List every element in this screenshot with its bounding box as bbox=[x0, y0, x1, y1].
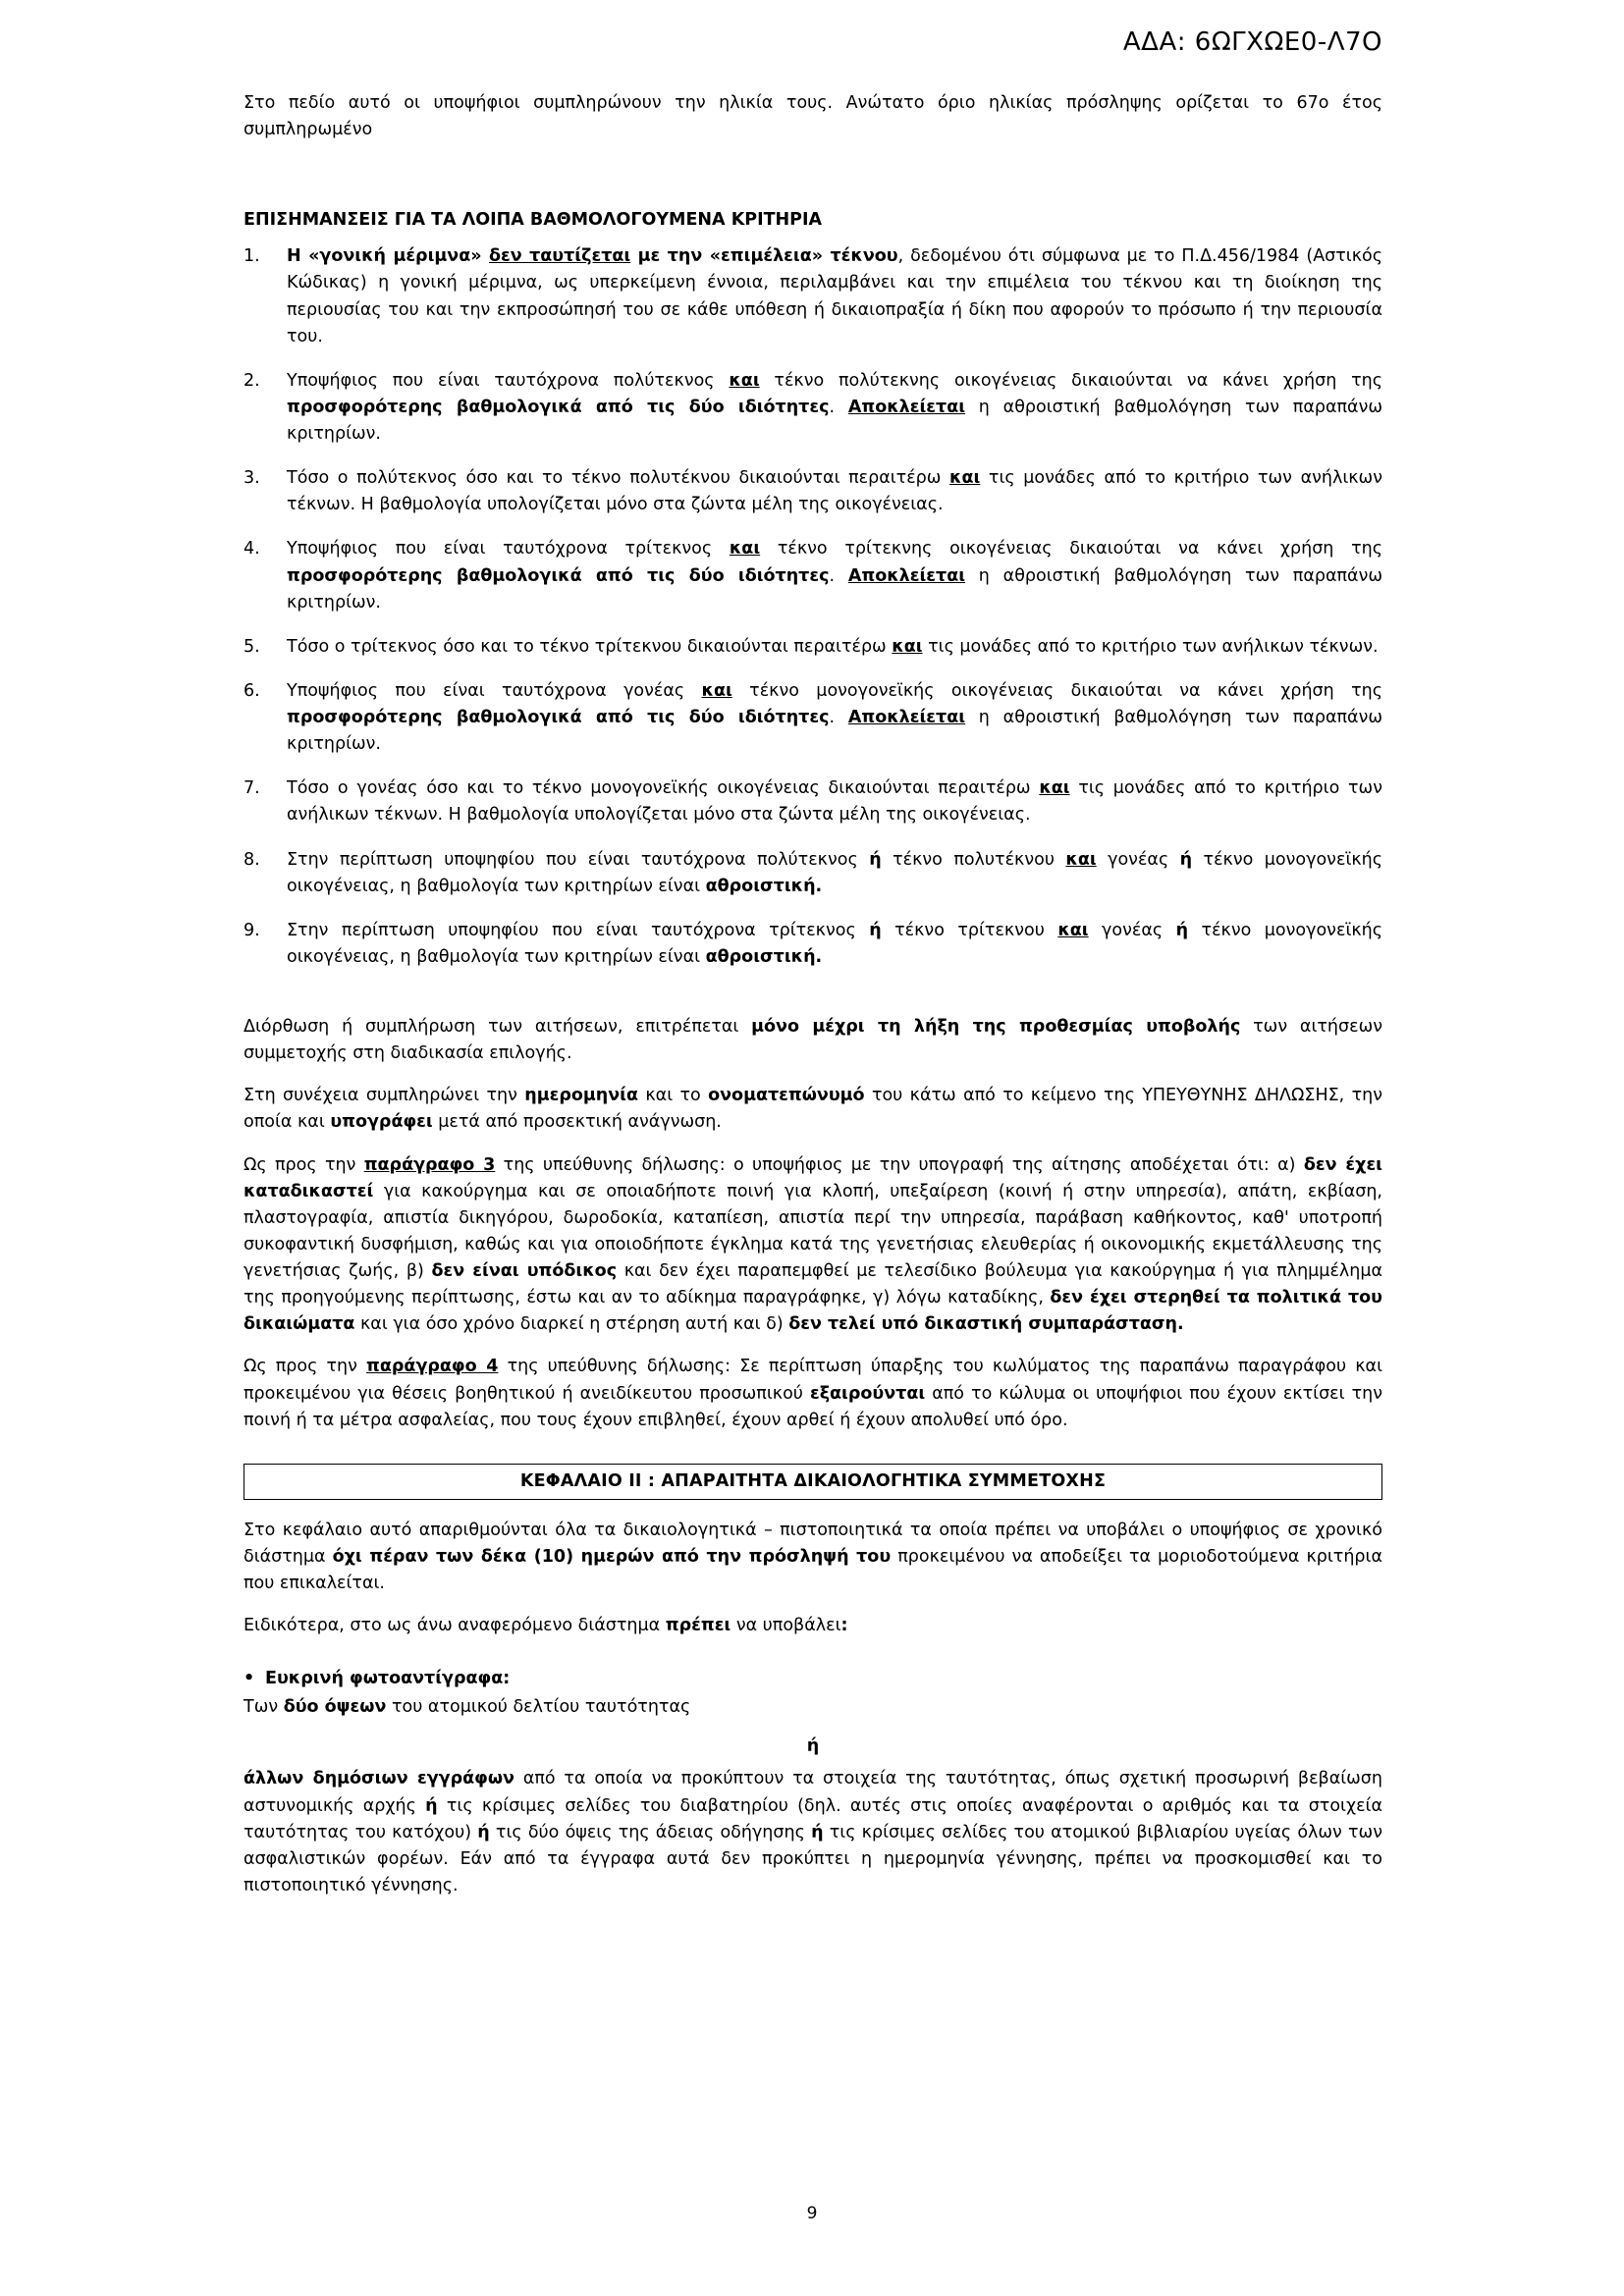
list-item bbox=[244, 536, 1382, 615]
list-item-number: 1. bbox=[244, 246, 260, 267]
intro-paragraph: Στο πεδίο αυτό οι υποψήφιοι συμπληρώνουν την ηλικία τους. Ανώτατο όριο ηλικίας πρόσληψης ορίζεται το 67ο έτος συμπληρωμένο bbox=[244, 93, 1382, 140]
list-item bbox=[244, 634, 1382, 661]
list-item bbox=[244, 465, 1382, 518]
list-item-text: Τόσο ο γονέας όσο και το τέκνο μονογονεϊκής οικογένειας δικαιούνται περαιτέρω και τις μονάδες από το κριτήριο των ανήλικων τέκνων. Η βαθμολογία υπολογίζεται μόνο στα ζώντα μέλη της οικογένειας. bbox=[287, 778, 1382, 826]
section-title: ΕΠΙΣΗΜΑΝΣΕΙΣ ΓΙΑ ΤΑ ΛΟΙΠΑ ΒΑΘΜΟΛΟΓΟΥΜΕΝΑ ΚΡΙΤΗΡΙΑ bbox=[244, 210, 823, 231]
ada-stamp: ΑΔΑ: 6ΩΓΧΩΕ0-Λ7Ο bbox=[1122, 27, 1382, 57]
list-item bbox=[244, 243, 1382, 350]
list-item bbox=[244, 775, 1382, 828]
chapter-heading: ΚΕΦΑΛΑΙΟ ΙΙ : ΑΠΑΡΑΙΤΗΤΑ ΔΙΚΑΙΟΛΟΓΗΤΙΚΑ ΣΥΜΜΕΤΟΧΗΣ bbox=[244, 1464, 1382, 1500]
list-item bbox=[244, 368, 1382, 448]
list-item-number: 4. bbox=[244, 539, 260, 560]
or-separator: ή bbox=[806, 1736, 820, 1757]
list-item-text: Τόσο ο τρίτεκνος όσο και το τέκνο τρίτεκνου δικαιούνται περαιτέρω και τις μονάδες από το κριτήριο των ανήλικων τέκνων. bbox=[287, 636, 1379, 657]
bullet-dot-icon: • bbox=[244, 1669, 255, 1689]
chapter-intro: Στο κεφάλαιο αυτό απαριθμούνται όλα τα δικαιολογητικά – πιστοποιητικά τα οποία πρέπει να υποβάλει ο υποψήφιος σε χρονικό διάστημα όχι πέραν των δέκα (10) ημερών από την πρόσληψή του προκειμένου να αποδείξει τα μοριοδοτούμενα κριτήρια που επικαλείται. bbox=[244, 1520, 1383, 1593]
identity-card-line: Των δύο όψεων του ατομικού δελτίου ταυτότητας bbox=[244, 1697, 691, 1718]
paragraph-4-explanation: Ως προς την παράγραφο 4 της υπεύθυνης δήλωσης: Σε περίπτωση ύπαρξης του κωλύματος της παραπάνω παραγράφου και προκειμένου για θέσεις βοηθητικού ή ανειδίκευτου προσωπικού εξαιρούνται από το κώλυμα οι υποψήφιοι που έχουν εκτίσει την ποινή ή τα μέτρα ασφαλείας, που τους έχουν επιβληθεί, έχουν αρθεί ή έχουν απολυθεί υπό όρο. bbox=[244, 1357, 1382, 1430]
list-item-text: Υποψήφιος που είναι ταυτόχρονα γονέας και τέκνο μονογονεϊκής οικογένειας δικαιούται να κάνει χρήση της προσφορότερης βαθμολογικά από τις δύο ιδιότητες. Αποκλείεται η αθροιστική βαθμολόγηση των παραπάνω κριτηρίων. bbox=[287, 680, 1383, 755]
list-item-text: Υποψήφιος που είναι ταυτόχρονα πολύτεκνος και τέκνο πολύτεκνης οικογένειας δικαιούνται να κάνει χρήση της προσφορότερης βαθμολογικά από τις δύο ιδιότητες. Αποκλείεται η αθροιστική βαθμολόγηση των παραπάνω κριτηρίων. bbox=[287, 370, 1383, 444]
list-item-number: 7. bbox=[244, 778, 260, 799]
correction-paragraph: Διόρθωση ή συμπλήρωση των αιτήσεων, επιτρέπεται μόνο μέχρι τη λήξη της προθεσμίας υποβολής των αιτήσεων συμμετοχής στη διαδικασία επιλογής. bbox=[244, 1017, 1382, 1064]
list-item bbox=[244, 678, 1382, 758]
bullet-photocopies-label: Ευκρινή φωτοαντίγραφα: bbox=[265, 1669, 511, 1689]
list-item bbox=[244, 847, 1382, 900]
list-item-number: 2. bbox=[244, 370, 260, 391]
other-documents-paragraph: άλλων δημόσιων εγγράφων από τα οποία να προκύπτουν τα στοιχεία της ταυτότητας, όπως σχετική προσωρινή βεβαίωση αστυνομικής αρχής ή τις κρίσιμες σελίδες του διαβατηρίου (δηλ. αυτές στις οποίες αναφέρονται ο αριθμός και τα στοιχεία ταυτότητας του κατόχου) ή τις δύο όψεις της άδειας οδήγησης ή τις κρίσιμες σελίδες του ατομικού βιβλιαρίου υγείας όλων των ασφαλιστικών φορέων. Εάν από τα έγγραφα αυτά δεν προκύπτει η ημερομηνία γέννησης, πρέπει να προσκομισθεί και το πιστοποιητικό γέννησης. bbox=[244, 1769, 1382, 1896]
list-item-text: Τόσο ο πολύτεκνος όσο και το τέκνο πολυτέκνου δικαιούνται περαιτέρω και τις μονάδες από το κριτήριο των ανήλικων τέκνων. Η βαθμολογία υπολογίζεται μόνο στα ζώντα μέλη της οικογένειας. bbox=[287, 468, 1382, 515]
bullet-photocopies bbox=[244, 1669, 1382, 1688]
signature-paragraph: Στη συνέχεια συμπληρώνει την ημερομηνία και το ονοματεπώνυμό του κάτω από το κείμενο της ΥΠΕΥΘΥΝΗΣ ΔΗΛΩΣΗΣ, την οποία και υπογράφει μετά από προσεκτική ανάγνωση. bbox=[244, 1086, 1383, 1133]
notes-paragraphs bbox=[244, 1014, 1382, 1434]
list-item-text: Στην περίπτωση υποψηφίου που είναι ταυτόχρονα πολύτεκνος ή τέκνο πολυτέκνου και γονέας ή τέκνο μονογονεϊκής οικογένειας, η βαθμολογία των κριτηρίων είναι αθροιστική. bbox=[287, 849, 1383, 896]
list-item-number: 3. bbox=[244, 468, 260, 489]
list-item-number: 9. bbox=[244, 920, 260, 940]
chapter-paragraphs bbox=[244, 1518, 1382, 1640]
list-item-number: 6. bbox=[244, 680, 260, 701]
intro-block bbox=[244, 90, 1382, 1915]
page-number: 9 bbox=[806, 2204, 818, 2223]
list-item-text: Η «γονική μέριμνα» δεν ταυτίζεται με την «επιμέλεια» τέκνου, δεδομένου ότι σύμφωνα με το Π.Δ.456/1984 (Αστικός Κώδικας) η γονική μέριμνα, ως υπερκείμενη έννοια, περιλαμβάνει και την επιμέλεια του τέκνου και τη διοίκηση της περιουσίας του και την εκπροσώπησή του σε κάθε υπόθεση ή δικαιοπραξία ή δίκη που αφορούν το πρόσωπο ή την περιουσία του. bbox=[287, 246, 1383, 347]
list-item-text: Στην περίπτωση υποψηφίου που είναι ταυτόχρονα τρίτεκνος ή τέκνο τρίτεκνου και γονέας ή τέκνο μονογονεϊκής οικογένειας, η βαθμολογία των κριτηρίων είναι αθροιστική. bbox=[287, 920, 1383, 967]
chapter-must-submit: Ειδικότερα, στο ως άνω αναφερόμενο διάστημα πρέπει να υποβάλει: bbox=[244, 1616, 848, 1636]
list-item bbox=[244, 918, 1382, 971]
list-item-number: 5. bbox=[244, 636, 260, 657]
paragraph-3-explanation: Ως προς την παράγραφο 3 της υπεύθυνης δήλωσης: ο υποψήφιος με την υπογραφή της αίτησης αποδέχεται ότι: α) δεν έχει καταδικαστεί για κακούργημα και σε οποιαδήποτε ποινή για κλοπή, υπεξαίρεση (κοινή ή στην υπηρεσία), απάτη, εκβίαση, πλαστογραφία, απιστία δικηγόρου, δωροδοκία, καταπίεση, απιστία περί την υπηρεσία, παράβαση καθήκοντος, καθ' υποτροπή συκοφαντική δυσφήμιση, καθώς και για οποιοδήποτε έγκλημα κατά της γενετήσιας ελευθερίας ή οικονομικής εκμετάλλευσης της γενετήσιας ζωής, β) δεν είναι υπόδικος και δεν έχει παραπεμφθεί με τελεσίδικο βούλευμα για κακούργημα ή για πλημμέλημα της προηγούμενης περίπτωσης, έστω και αν το αδίκημα παραγράφηκε, γ) λόγω καταδίκης, δεν έχει στερηθεί τα πολιτικά του δικαιώματα και για όσο χρόνο διαρκεί η στέρηση αυτή και δ) δεν τελεί υπό δικαστική συμπαράσταση. bbox=[244, 1154, 1383, 1335]
list-item-text: Υποψήφιος που είναι ταυτόχρονα τρίτεκνος και τέκνο τρίτεκνης οικογένειας δικαιούται να κάνει χρήση της προσφορότερης βαθμολογικά από τις δύο ιδιότητες. Αποκλείεται η αθροιστική βαθμολόγηση των παραπάνω κριτηρίων. bbox=[287, 539, 1383, 613]
criteria-list bbox=[244, 243, 1382, 971]
list-item-number: 8. bbox=[244, 849, 260, 870]
